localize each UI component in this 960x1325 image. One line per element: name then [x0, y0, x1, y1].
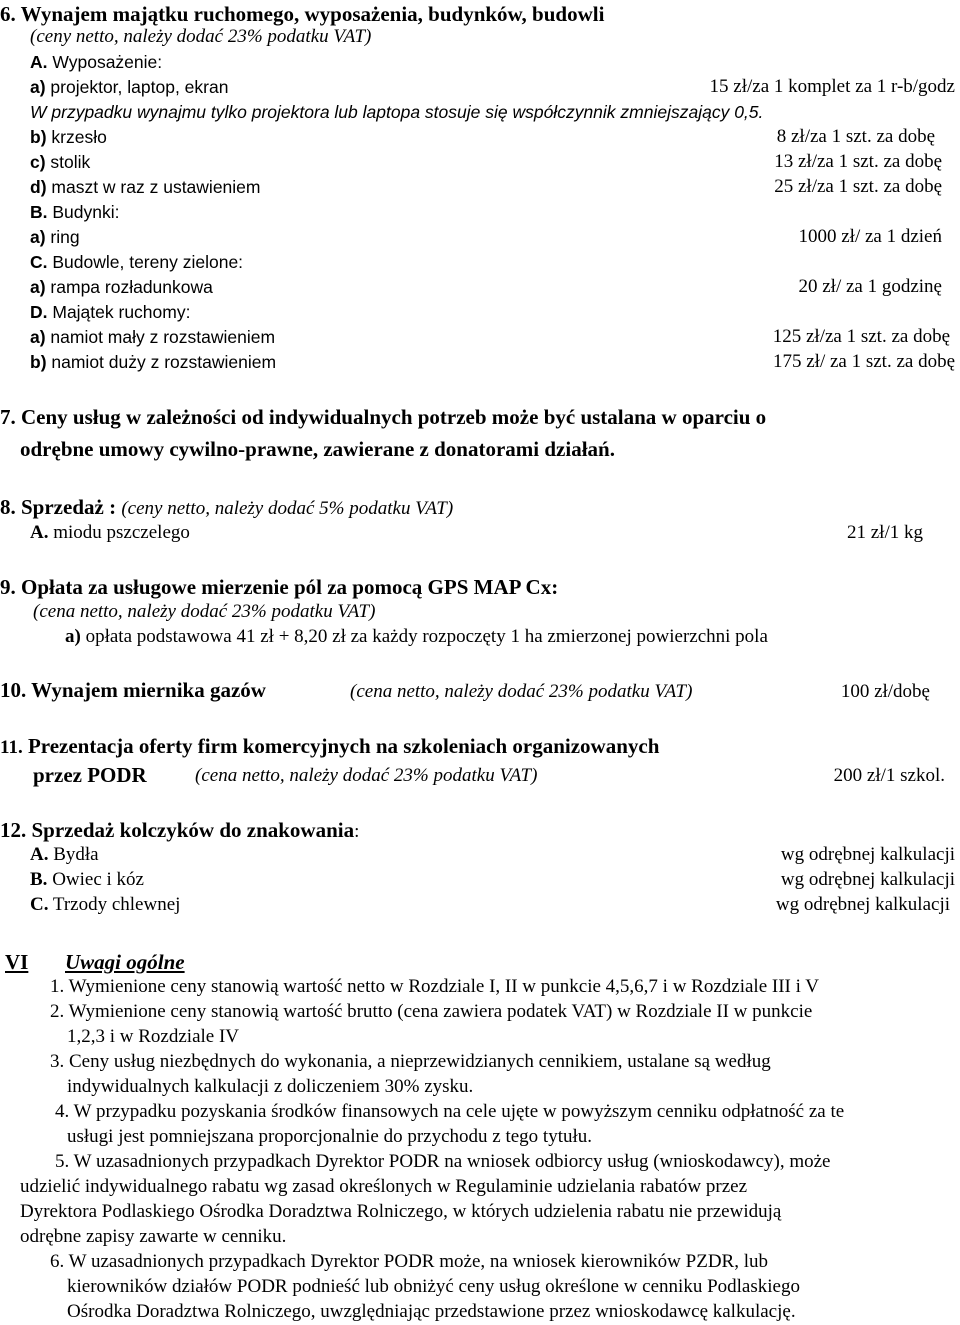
note-line: 3. Ceny usług niezbędnych do wykonania, a nieprzewidzianych cennikiem, ustalane są według [50, 1051, 771, 1072]
section-11-line-1 [0, 734, 659, 760]
item-letter: b) [30, 352, 47, 372]
heading-colon: : [354, 821, 360, 842]
item-label: rampa rozładunkowa [45, 277, 213, 297]
letter: D. [30, 302, 48, 322]
item-label: stolik [45, 152, 91, 172]
section-9-vat-note: (cena netto, należy dodać 23% podatku VAT) [33, 601, 376, 622]
note-line: 6. W uzasadnionych przypadkach Dyrektor PODR może, na wniosek kierowników PZDR, lub [50, 1251, 768, 1272]
item-letter: a) [65, 626, 81, 647]
section-7-line-2: odrębne umowy cywilno-prawne, zawierane z donatorami działań. [20, 437, 615, 461]
item-letter: A. [30, 844, 49, 865]
section-6d-title [30, 300, 190, 324]
item-text: opłata podstawowa 41 zł + 8,20 zł za każdy rozpoczęty 1 ha zmierzonej powierzchni pola [80, 626, 768, 647]
letter: B. [30, 202, 48, 222]
item-label: namiot duży z rozstawieniem [46, 352, 277, 372]
item-bydla-price: wg odrębnej kalkulacji [780, 844, 955, 865]
item-letter: b) [30, 127, 47, 147]
section-6-vat-note: (ceny netto, należy dodać 23% podatku VAT) [30, 26, 372, 47]
item-projektor [30, 75, 228, 99]
item-letter: a) [30, 227, 46, 247]
section-10-price: 100 zł/dobę [840, 681, 930, 702]
note-line: 1. Wymienione ceny stanowią wartość netto w Rozdziale I, II w punkcie 4,5,6,7 i w Rozdziale III i V [50, 976, 820, 997]
section-9-heading: 9. Opłata za usługowe mierzenie pól za pomocą GPS MAP Cx: [0, 575, 559, 599]
section-10-vat-note: (cena netto, należy dodać 23% podatku VAT) [350, 681, 693, 702]
item-letter: c) [30, 152, 46, 172]
item-namiot-maly-price: 125 zł/za 1 szt. za dobę [772, 326, 950, 347]
item-letter: a) [30, 327, 46, 347]
letter: A. [30, 52, 48, 72]
projector-note: W przypadku wynajmu tylko projektora lub laptopa stosuje się współczynnik zmniejszający 0,5. [30, 102, 764, 122]
item-letter: B. [30, 869, 48, 890]
heading-text: 12. Sprzedaż kolczyków do znakowania [0, 818, 355, 842]
chapter-title: Uwagi ogólne [65, 950, 185, 974]
section-number: 11. [0, 737, 23, 758]
letter: C. [30, 252, 48, 272]
item-label: miodu pszczelego [48, 522, 190, 543]
heading-text: 8. Sprzedaż : [0, 495, 122, 519]
item-letter: d) [30, 177, 47, 197]
item-rampa [30, 275, 213, 299]
section-11-line-2: przez PODR [33, 763, 147, 787]
note-line: 2. Wymienione ceny stanowią wartość brutto (cena zawiera podatek VAT) w Rozdziale II w punkcie [50, 1001, 813, 1022]
section-6-heading: 6. Wynajem majątku ruchomego, wyposażenia, budynków, budowli [0, 2, 605, 26]
section-7-line-1: 7. Ceny usług w zależności od indywidualnych potrzeb może być ustalana w oparciu o [0, 405, 767, 429]
section-6c-title [30, 250, 243, 274]
item-letter: a) [30, 77, 46, 97]
item-owiec-price: wg odrębnej kalkulacji [780, 869, 955, 890]
section-12-heading [0, 818, 359, 844]
item-letter: A. [30, 522, 49, 543]
label: Budynki: [47, 202, 120, 222]
section-11-vat-note: (cena netto, należy dodać 23% podatku VAT) [195, 765, 538, 786]
item-krzeslo [30, 125, 107, 149]
item-label: krzesło [46, 127, 107, 147]
item-label: Trzody chlewnej [48, 894, 181, 915]
heading-text: Prezentacja oferty firm komercyjnych na szkoleniach organizowanych [22, 734, 660, 758]
item-label: maszt w raz z ustawieniem [46, 177, 261, 197]
item-maszt-price: 25 zł/za 1 szt. za dobę [774, 176, 942, 197]
item-label: projektor, laptop, ekran [45, 77, 229, 97]
note-line: kierowników działów PODR podnieść lub obniżyć ceny usług określone w cenniku Podlaskiego [67, 1276, 800, 1297]
note-line: indywidualnych kalkulacji z doliczeniem 30% zysku. [67, 1076, 474, 1097]
item-trzody-price: wg odrębnej kalkulacji [775, 894, 950, 915]
item-gps-fee [65, 625, 768, 649]
item-namiot-maly [30, 325, 275, 349]
section-11-price: 200 zł/1 szkol. [833, 765, 945, 786]
note-line: Ośrodka Doradztwa Rolniczego, uwzględniając przedstawione przez wnioskodawcę kalkulację. [67, 1301, 796, 1322]
note-line: usługi jest pomniejszana proporcjonalnie do przychodu z tego tytułu. [67, 1126, 593, 1147]
note-line: 5. W uzasadnionych przypadkach Dyrektor PODR na wniosek odbiorcy usług (wnioskodawcy), może [55, 1151, 831, 1172]
item-trzody [30, 893, 180, 917]
item-stolik-price: 13 zł/za 1 szt. za dobę [774, 151, 942, 172]
item-bydla [30, 843, 99, 867]
item-stolik [30, 150, 90, 174]
section-8-heading [0, 495, 453, 521]
section-10-heading: 10. Wynajem miernika gazów [0, 678, 266, 702]
label: Majątek ruchomy: [47, 302, 191, 322]
item-miod [30, 521, 190, 545]
item-owiec [30, 868, 144, 892]
item-miod-price: 21 zł/1 kg [847, 522, 923, 543]
item-projektor-price: 15 zł/za 1 komplet za 1 r-b/godz [709, 76, 955, 97]
item-ring [30, 225, 80, 249]
item-label: namiot mały z rozstawieniem [45, 327, 276, 347]
item-label: Bydła [48, 844, 99, 865]
chapter-number: VI [5, 950, 29, 974]
section-6b-title [30, 200, 119, 224]
item-rampa-price: 20 zł/ za 1 godzinę [798, 276, 942, 297]
label: Budowle, tereny zielone: [47, 252, 244, 272]
item-letter: a) [30, 277, 46, 297]
item-label: Owiec i kóz [47, 869, 144, 890]
item-krzeslo-price: 8 zł/za 1 szt. za dobę [776, 126, 935, 147]
item-ring-price: 1000 zł/ za 1 dzień [798, 226, 942, 247]
note-line: odrębne zapisy zawarte w cenniku. [20, 1226, 287, 1247]
vat-note: (ceny netto, należy dodać 5% podatku VAT) [121, 498, 454, 519]
item-letter: C. [30, 894, 49, 915]
section-6a-title [30, 50, 162, 74]
item-maszt [30, 175, 260, 199]
note-line: 1,2,3 i w Rozdziale IV [67, 1026, 240, 1047]
item-namiot-duzy-price: 175 zł/ za 1 szt. za dobę [772, 351, 955, 372]
note-line: 4. W przypadku pozyskania środków finansowych na cele ujęte w powyższym cenniku odpłatność za te [55, 1101, 845, 1122]
note-line: Dyrektora Podlaskiego Ośrodka Doradztwa Rolniczego, w których udzielenia rabatu nie przewidują [20, 1201, 782, 1222]
item-label: ring [45, 227, 80, 247]
note-line: udzielić indywidualnego rabatu wg zasad określonych w Regulaminie udzielania rabatów przez [20, 1176, 748, 1197]
label: Wyposażenie: [47, 52, 163, 72]
item-namiot-duzy [30, 350, 276, 374]
